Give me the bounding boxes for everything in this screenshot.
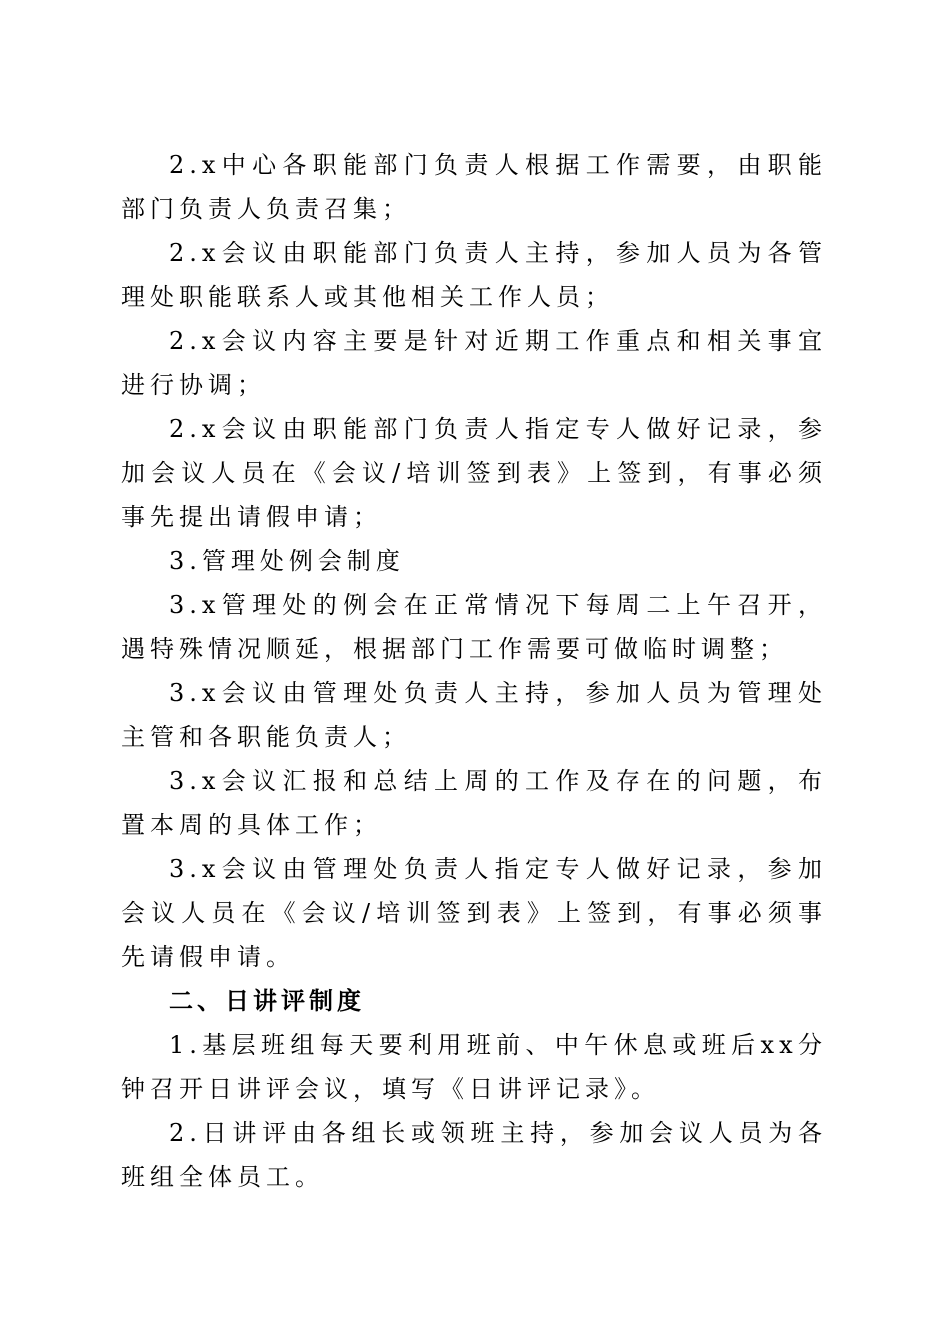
- paragraph-3-title: 3.管理处例会制度: [169, 547, 405, 575]
- paragraph-daily-review-1: 1.基层班组每天要利用班前、中午休息或班后xx分钟召开日讲评会议，填写《日讲评记录》。: [121, 1031, 827, 1103]
- paragraph-2x-content: 2.x会议内容主要是针对近期工作重点和相关事宜进行协调；: [121, 327, 827, 399]
- document-body: [121, 143, 827, 1199]
- paragraph-3x-report: 3.x会议汇报和总结上周的工作及存在的问题，布置本周的具体工作；: [121, 767, 827, 839]
- paragraph-3x-schedule: 3.x管理处的例会在正常情况下每周二上午召开，遇特殊情况顺延，根据部门工作需要可做临时调整；: [121, 591, 827, 663]
- paragraph-3x-chair: 3.x会议由管理处负责人主持，参加人员为管理处主管和各职能负责人；: [121, 679, 827, 751]
- paragraph-2x-chair: 2.x会议由职能部门负责人主持，参加人员为各管理处职能联系人或其他相关工作人员；: [121, 239, 827, 311]
- paragraph-3x-record: 3.x会议由管理处负责人指定专人做好记录，参加会议人员在《会议/培训签到表》上签到，有事必须事先请假申请。: [121, 855, 827, 971]
- paragraph-2x-convene: 2.x中心各职能部门负责人根据工作需要，由职能部门负责人负责召集；: [121, 151, 827, 223]
- section-heading: 二、日讲评制度: [169, 987, 365, 1015]
- paragraph-daily-review-2: 2.日讲评由各组长或领班主持，参加会议人员为各班组全体员工。: [121, 1119, 827, 1191]
- paragraph-2x-record: 2.x会议由职能部门负责人指定专人做好记录，参加会议人员在《会议/培训签到表》上签到，有事必须事先提出请假申请；: [121, 415, 827, 531]
